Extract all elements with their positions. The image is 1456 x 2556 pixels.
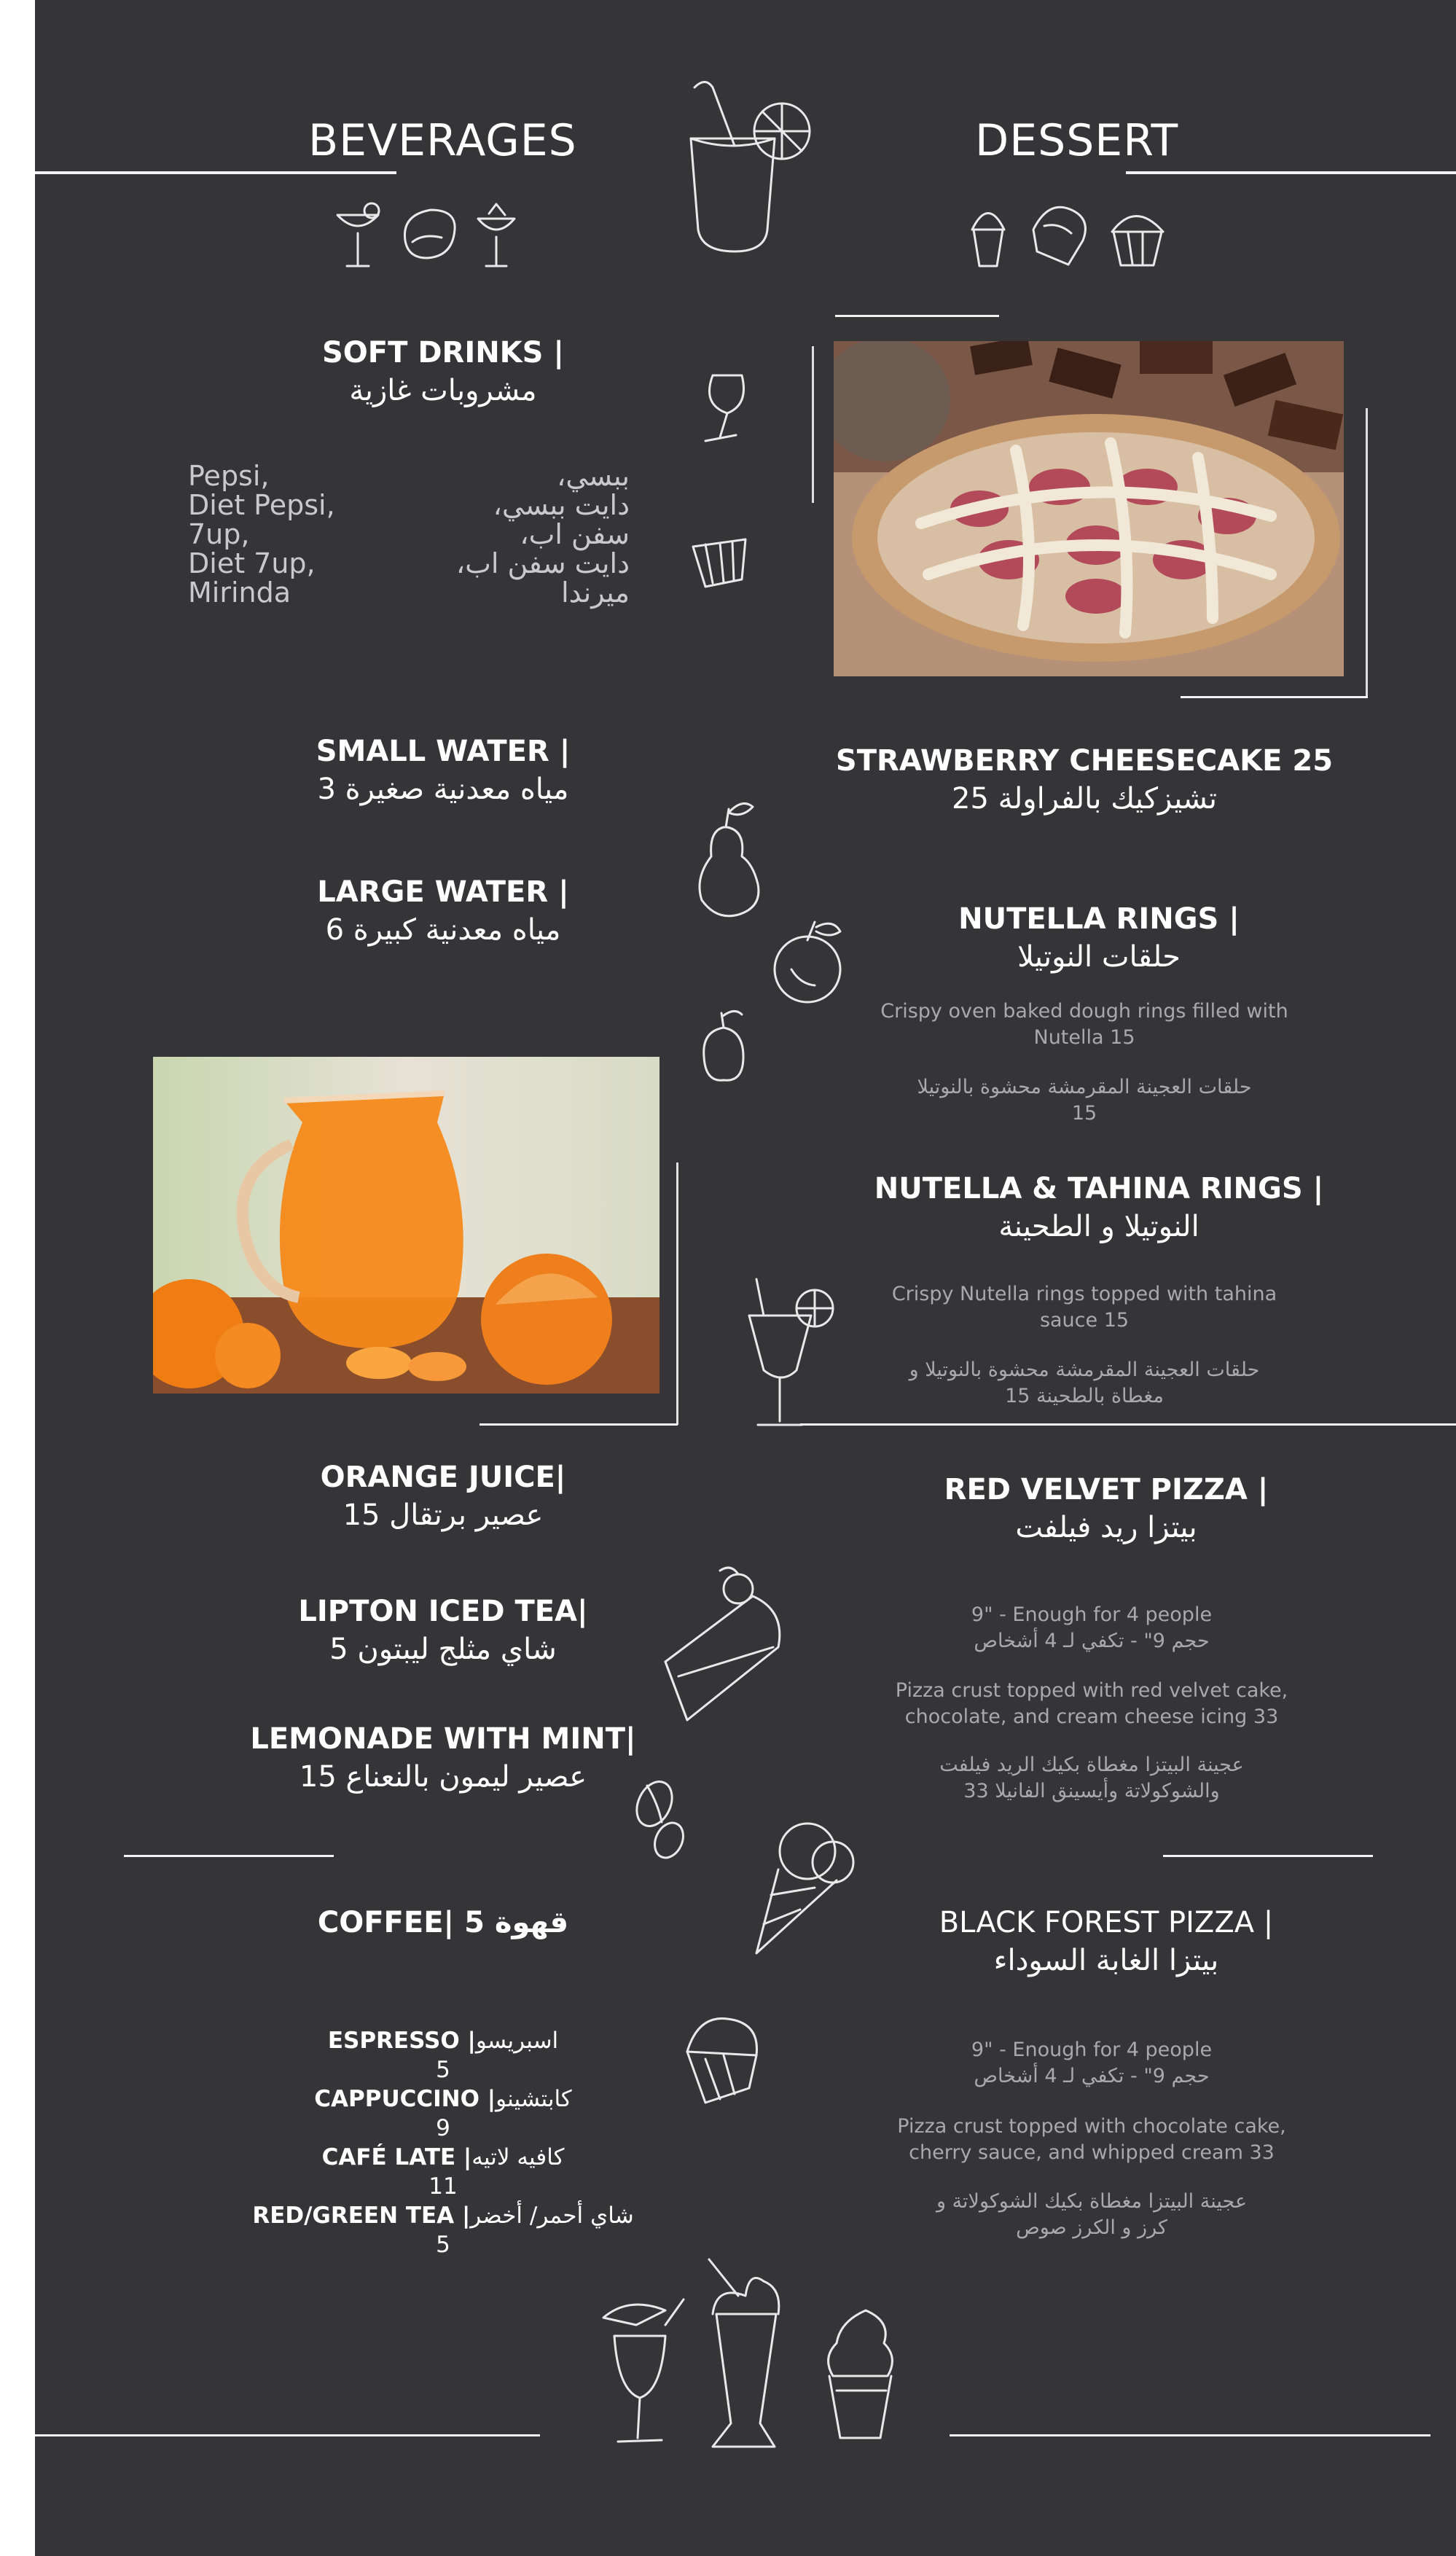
- list-item: Diet 7up,: [188, 547, 316, 579]
- menu-board: [35, 0, 1456, 2556]
- large-water-title: LARGE WATER |: [317, 875, 569, 909]
- divider-line: [35, 171, 396, 174]
- orange-juice-photo: [153, 1057, 659, 1394]
- nutella-rings-desc-ar: حلقات العجينة المقرمشة محشوة بالنوتيلا: [917, 1076, 1252, 1098]
- red-velvet-size: 9" - Enough for 4 people: [971, 1603, 1213, 1626]
- black-forest-size-ar: حجم 9" - تكفي لـ 4 أشخاص: [974, 2065, 1210, 2087]
- red-velvet-title-ar: بيتزا ريد فيلفت: [1015, 1511, 1197, 1544]
- cupcake-icon: [1026, 200, 1092, 267]
- coffee-list: [181, 2026, 705, 2259]
- list-item: Pepsi,: [188, 460, 270, 492]
- nutella-tahina-desc-ar2: مغطاة بالطحينة 15: [1005, 1385, 1164, 1407]
- cocktail-icon: [592, 2296, 687, 2445]
- soft-drinks-title-ar: مشروبات غازية: [349, 374, 537, 407]
- black-forest-title: BLACK FOREST PIZZA |: [939, 1906, 1274, 1939]
- divider-line: [1126, 171, 1456, 174]
- orange-juice-price-ar: عصير برتقال 15: [343, 1498, 544, 1532]
- juice-glass-icon: [669, 80, 815, 255]
- milkshake-icon: [694, 2256, 797, 2453]
- coffee-bean-icon: [629, 1775, 694, 1862]
- list-item: دايت سفن اب،: [455, 547, 630, 579]
- lemon-icon: [398, 204, 459, 262]
- list-item-price: 5: [436, 2057, 450, 2083]
- divider-line: [35, 2434, 540, 2436]
- cupcake-icon: [1106, 204, 1167, 268]
- divider-line: [124, 1855, 334, 1857]
- nutella-tahina-title: NUTELLA & TAHINA RINGS |: [874, 1172, 1324, 1205]
- drink-glass-icon: [687, 528, 753, 590]
- list-item: ببسي،: [557, 460, 630, 492]
- nutella-rings-desc: Crispy oven baked dough rings filled with Nutella 15: [880, 1000, 1288, 1049]
- cheesecake-price-ar: تشيزكيك بالفراولة 25: [952, 782, 1217, 816]
- coffee-title: COFFEE| قهوة 5: [317, 1906, 569, 1939]
- cocktail-icon: [742, 1275, 837, 1429]
- wine-glass-icon: [691, 368, 756, 448]
- divider-line: [1181, 696, 1368, 698]
- small-water-price-ar: مياه معدنية صغيرة 3: [317, 773, 569, 806]
- nutella-rings-title: NUTELLA RINGS |: [958, 902, 1240, 936]
- red-velvet-desc: Pizza crust topped with red velvet cake, chocolate, and cream cheese icing 33: [895, 1679, 1288, 1728]
- lemonade-title: LEMONADE WITH MINT|: [250, 1722, 636, 1756]
- black-forest-desc-ar2: كرز و الكرز صوص: [1016, 2216, 1167, 2239]
- divider-line: [812, 346, 814, 503]
- cocktail-icon: [474, 200, 518, 270]
- list-item: RED/GREEN TEA |شاي أحمر/ أخضر: [252, 2203, 634, 2229]
- nutella-tahina-title-ar: النوتيلا و الطحينة: [998, 1210, 1199, 1243]
- strawberry-cheesecake-photo: [834, 341, 1344, 676]
- divider-line: [800, 1423, 1456, 1426]
- apple-icon: [698, 1006, 749, 1086]
- ice-cream-cone-icon: [749, 1815, 858, 1957]
- lemonade-price-ar: عصير ليمون بالنعناع 15: [299, 1760, 587, 1794]
- nutella-tahina-desc: Crispy Nutella rings topped with tahina sauce 15: [891, 1283, 1277, 1332]
- divider-line: [950, 2434, 1430, 2436]
- large-water-price-ar: مياه معدنية كبيرة 6: [325, 913, 561, 947]
- dessert-header: DESSERT: [975, 115, 1179, 166]
- apple-icon: [771, 918, 855, 1009]
- list-item: سفن اب،: [520, 518, 630, 550]
- cake-slice-icon: [658, 1567, 789, 1724]
- black-forest-desc: Pizza crust topped with chocolate cake, cherry sauce, and whipped cream 33: [897, 2115, 1286, 2164]
- soft-drinks-title: SOFT DRINKS |: [321, 336, 565, 370]
- cupcake-icon: [676, 2008, 771, 2110]
- list-item: CAPPUCCINO |كابتشينو: [314, 2086, 572, 2112]
- red-velvet-desc-ar2: والشوكولاتة وأيسينق الفانيلا 33: [963, 1780, 1220, 1802]
- red-velvet-title: RED VELVET PIZZA |: [944, 1473, 1269, 1506]
- black-forest-desc-ar: عجينة البيتزا مغطاة بكيك الشوكولاتة و: [936, 2190, 1248, 2213]
- nutella-rings-price: 15: [1071, 1102, 1097, 1125]
- list-item: Diet Pepsi,: [188, 489, 335, 521]
- soft-serve-icon: [822, 2307, 899, 2445]
- divider-line: [676, 1162, 678, 1425]
- red-velvet-desc-ar: عجينة البيتزا مغطاة بكيك الريد فيلفت: [939, 1754, 1244, 1776]
- soft-drinks-list-ar: [443, 461, 630, 607]
- divider-line: [1366, 408, 1368, 696]
- divider-line: [1163, 1855, 1373, 1857]
- orange-juice-title: ORANGE JUICE|: [320, 1461, 566, 1494]
- list-item: دايت ببسي،: [493, 489, 630, 521]
- list-item: CAFÉ LATE |كافيه لاتيه: [321, 2144, 565, 2170]
- list-item: ميرندا: [561, 577, 630, 609]
- list-item: 7up,: [188, 518, 250, 550]
- red-velvet-size-ar: حجم 9" - تكفي لـ 4 أشخاص: [974, 1630, 1210, 1652]
- list-item-price: 9: [436, 2115, 450, 2141]
- nutella-rings-title-ar: حلقات النوتيلا: [1017, 940, 1181, 974]
- list-item-price: 5: [436, 2232, 450, 2258]
- cupcake-icon: [968, 197, 1009, 270]
- divider-line: [480, 1423, 678, 1426]
- small-water-title: SMALL WATER |: [316, 735, 571, 768]
- lipton-price-ar: شاي مثلج ليبتون 5: [329, 1633, 557, 1666]
- black-forest-title-ar: بيتزا الغابة السوداء: [993, 1944, 1219, 1977]
- lipton-title: LIPTON ICED TEA|: [298, 1595, 588, 1628]
- beverages-header: BEVERAGES: [308, 115, 577, 166]
- cocktail-icon: [334, 200, 382, 270]
- list-item: Mirinda: [188, 577, 291, 609]
- black-forest-size: 9" - Enough for 4 people: [971, 2039, 1213, 2061]
- soft-drinks-list: [188, 461, 377, 607]
- nutella-tahina-desc-ar: حلقات العجينة المقرمشة محشوة بالنوتيلا و: [909, 1359, 1260, 1381]
- divider-line: [835, 315, 999, 317]
- list-item: ESPRESSO |اسبريسو: [327, 2028, 559, 2054]
- cheesecake-title: STRAWBERRY CHEESECAKE 25: [835, 744, 1334, 778]
- pear-icon: [691, 798, 771, 922]
- list-item-price: 11: [428, 2173, 458, 2200]
